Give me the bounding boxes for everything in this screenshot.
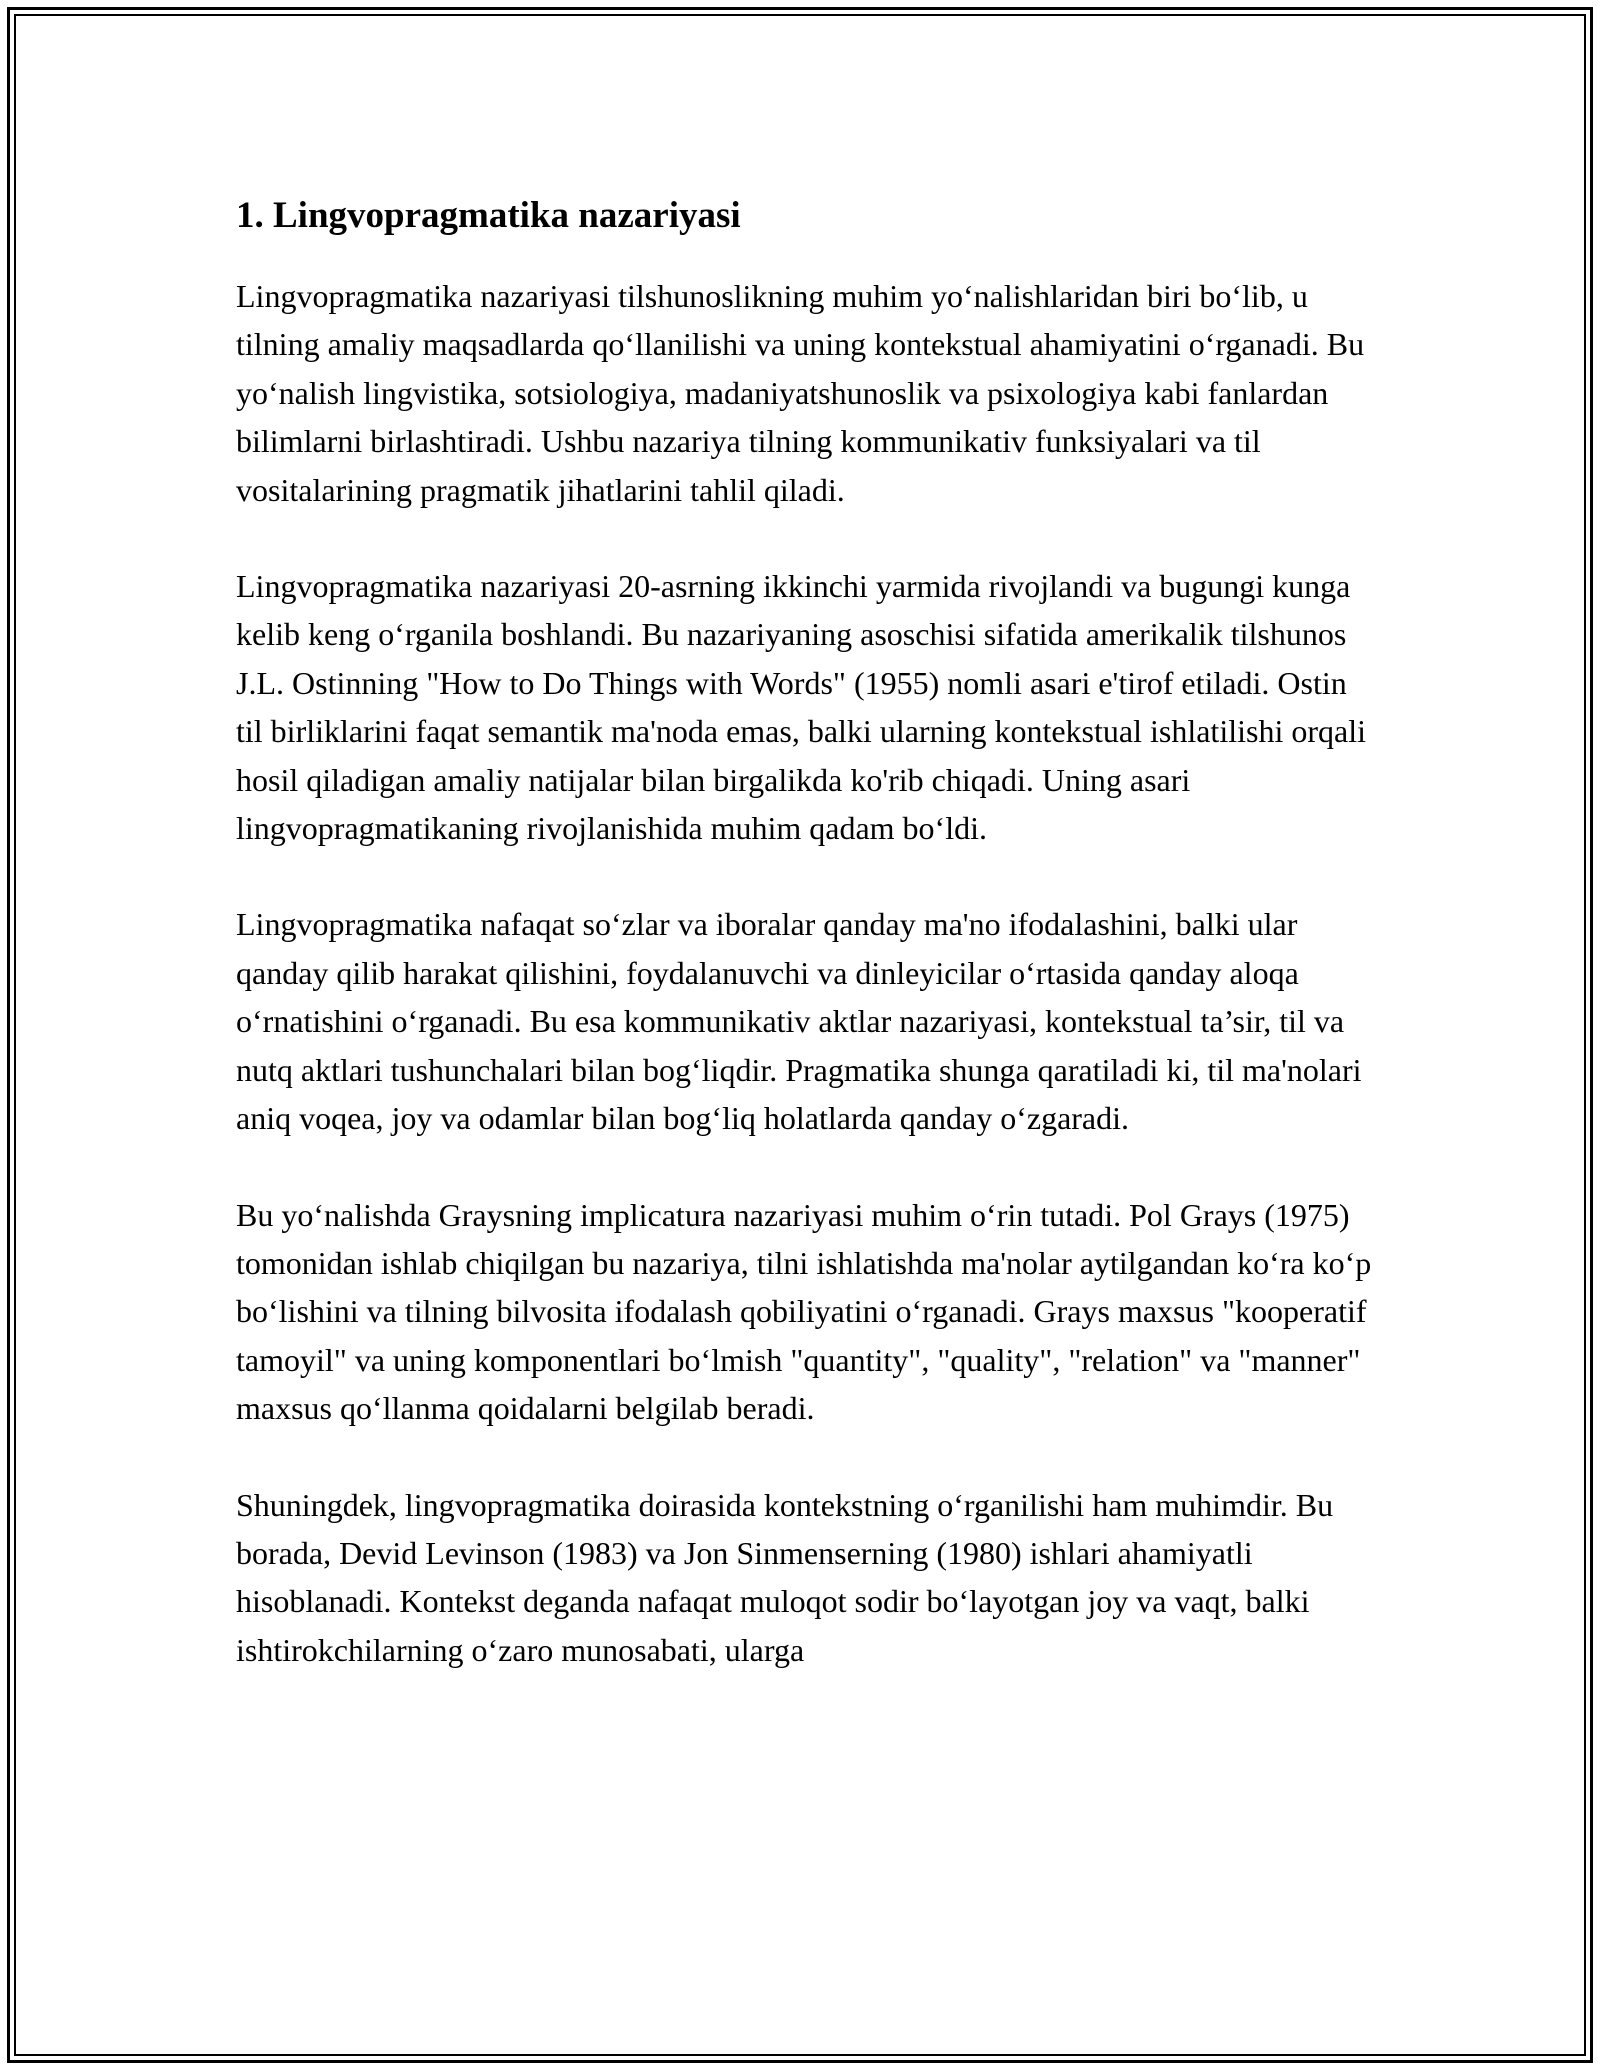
section-heading: 1. Lingvopragmatika nazariyasi <box>236 195 741 236</box>
paragraph-1: Lingvopragmatika nazariyasi tilshunoslikning muhim yo‘nalishlaridan biri bo‘lib, u tilning amaliy maqsadlarda qo‘llanilishi va uning kontekstual ahamiyatini o‘rganadi. Bu yo‘nalish lingvistika, sotsiologiya, madaniyatshunoslik va psixologiya kabi fanlardan bilimlarni birlashtiradi. Ushbu nazariya tilning kommunikativ funksiyalari va til vositalarining pragmatik jihatlarini tahlil qiladi. <box>236 278 1365 508</box>
document-body <box>236 188 1376 1722</box>
paragraph-5: Shuningdek, lingvopragmatika doirasida kontekstning o‘rganilishi ham muhimdir. Bu borada, Devid Levinson (1983) va Jon Sinmenserning (1980) ishlari ahamiyatli hisoblanadi. Kontekst deganda nafaqat muloqot sodir bo‘layotgan joy va vaqt, balki ishtirokchilarning o‘zaro munosabati, ularga <box>236 1486 1334 1668</box>
paragraph-3: Lingvopragmatika nafaqat so‘zlar va iboralar qanday ma'no ifodalashini, balki ular qanday qilib harakat qilishini, foydalanuvchi va dinleyicilar o‘rtasida qanday aloqa o‘rnatishini o‘rganadi. Bu esa kommunikativ aktlar nazariyasi, kontekstual ta’sir, til va nutq aktlari tushunchalari bilan bog‘liqdir. Pragmatika shunga qaratiladi ki, til ma'nolari aniq voqea, joy va odamlar bilan bog‘liq holatlarda qanday o‘zgaradi. <box>236 906 1362 1137</box>
paragraph-4: Bu yo‘nalishda Graysning implicatura nazariyasi muhim o‘rin tutadi. Pol Grays (1975) tomonidan ishlab chiqilgan bu nazariya, tilni ishlatishda ma'nolar aytilgandan ko‘ra ko‘p bo‘lishini va tilning bilvosita ifodalash qobiliyatini o‘rganadi. Grays maxsus "kooperatif tamoyil" va uning komponentlari bo‘lmish "quantity", "quality", "relation" va "manner" maxsus qo‘llanma qoidalarni belgilab beradi. <box>236 1196 1372 1427</box>
paragraph-2: Lingvopragmatika nazariyasi 20-asrning ikkinchi yarmida rivojlandi va bugungi kunga kelib keng o‘rganila boshlandi. Bu nazariyaning asoschisi sifatida amerikalik tilshunos J.L. Ostinning "How to Do Things with Words" (1955) nomli asari e'tirof etiladi. Ostin til birliklarini faqat semantik ma'noda emas, balki ularning kontekstual ishlatilishi orqali hosil qiladigan amaliy natijalar bilan birgalikda ko'rib chiqadi. Uning asari lingvopragmatikaning rivojlanishida muhim qadam bo‘ldi. <box>236 568 1366 847</box>
